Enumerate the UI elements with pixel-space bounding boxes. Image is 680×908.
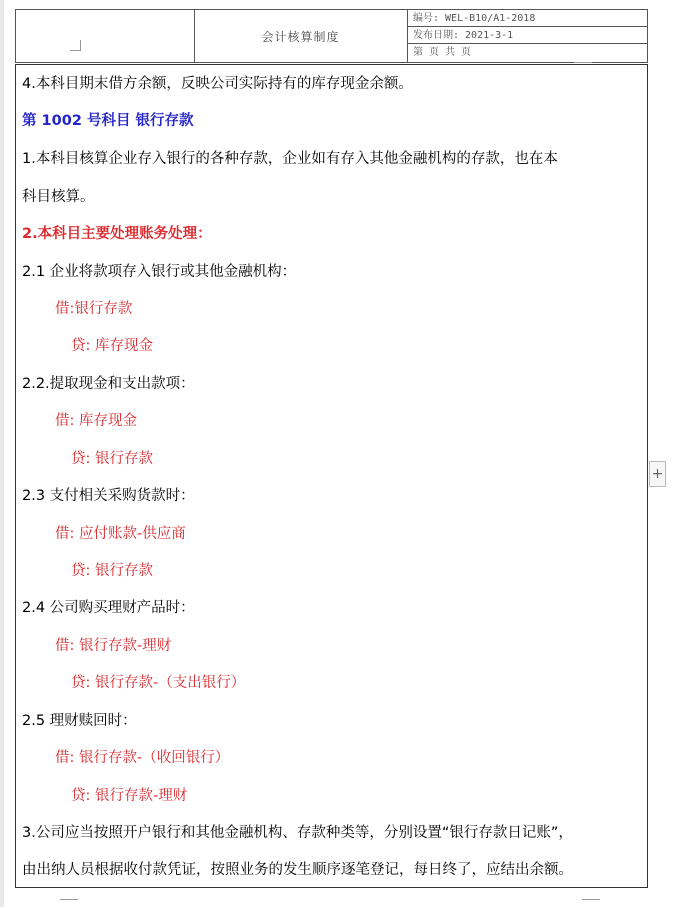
crop-mark [574, 52, 592, 63]
paragraph-line: 科目核算。 [22, 189, 95, 205]
header-title: 会计核算制度 [194, 10, 408, 62]
paragraph-line: 由出纳人员根据收付款凭证，按照业务的发生顺序逐笔登记，每日终了，应结出余额。 [22, 862, 573, 878]
account-heading: 第 1002 号科目 银行存款 [22, 113, 194, 129]
document-header [15, 9, 648, 63]
debit-entry: 借: 应付账款-供应商 [55, 526, 186, 542]
credit-entry: 贷: 银行存款 [71, 451, 153, 467]
credit-entry: 贷: 银行存款 [71, 563, 153, 579]
item-heading: 2.2.提取现金和支出款项： [22, 376, 195, 392]
paragraph-line: 4.本科目期末借方余额，反映公司实际持有的库存现金余额。 [22, 76, 413, 92]
release-date: 发布日期: 2021-3-1 [408, 27, 647, 44]
page-edge [0, 0, 4, 907]
credit-entry: 贷: 银行存款-理财 [71, 788, 188, 804]
debit-entry: 借: 银行存款-理财 [55, 638, 172, 654]
paragraph-line: 3.公司应当按照开户银行和其他金融机构、存款种类等，分别设置“银行存款日记账”， [22, 825, 573, 841]
item-heading: 2.5 理财赎回时： [22, 713, 137, 729]
crop-mark [70, 40, 81, 51]
page-count: 第 页 共 页 [413, 47, 472, 58]
credit-entry: 贷: 银行存款-（支出银行） [71, 675, 246, 691]
item-heading: 2.3 支付相关采购货款时： [22, 488, 195, 504]
header-logo-cell [16, 10, 195, 62]
debit-entry: 借: 库存现金 [55, 413, 137, 429]
credit-entry: 贷: 库存现金 [71, 338, 153, 354]
item-heading: 2.4 公司购买理财产品时： [22, 600, 195, 616]
document-code: 编号: WEL-B10/A1-2018 [408, 10, 647, 27]
paragraph-line: 1.本科目核算企业存入银行的各种存款，企业如有存入其他金融机构的存款，也在本 [22, 151, 558, 167]
debit-entry: 借: 银行存款-（收回银行） [55, 750, 230, 766]
debit-entry: 借:银行存款 [55, 301, 133, 317]
section-heading: 2.本科目主要处理账务处理： [22, 226, 212, 242]
header-meta [408, 10, 647, 62]
expand-plus-button[interactable]: + [649, 461, 666, 487]
document-body [15, 64, 648, 888]
item-heading: 2.1 企业将款项存入银行或其他金融机构： [22, 264, 297, 280]
